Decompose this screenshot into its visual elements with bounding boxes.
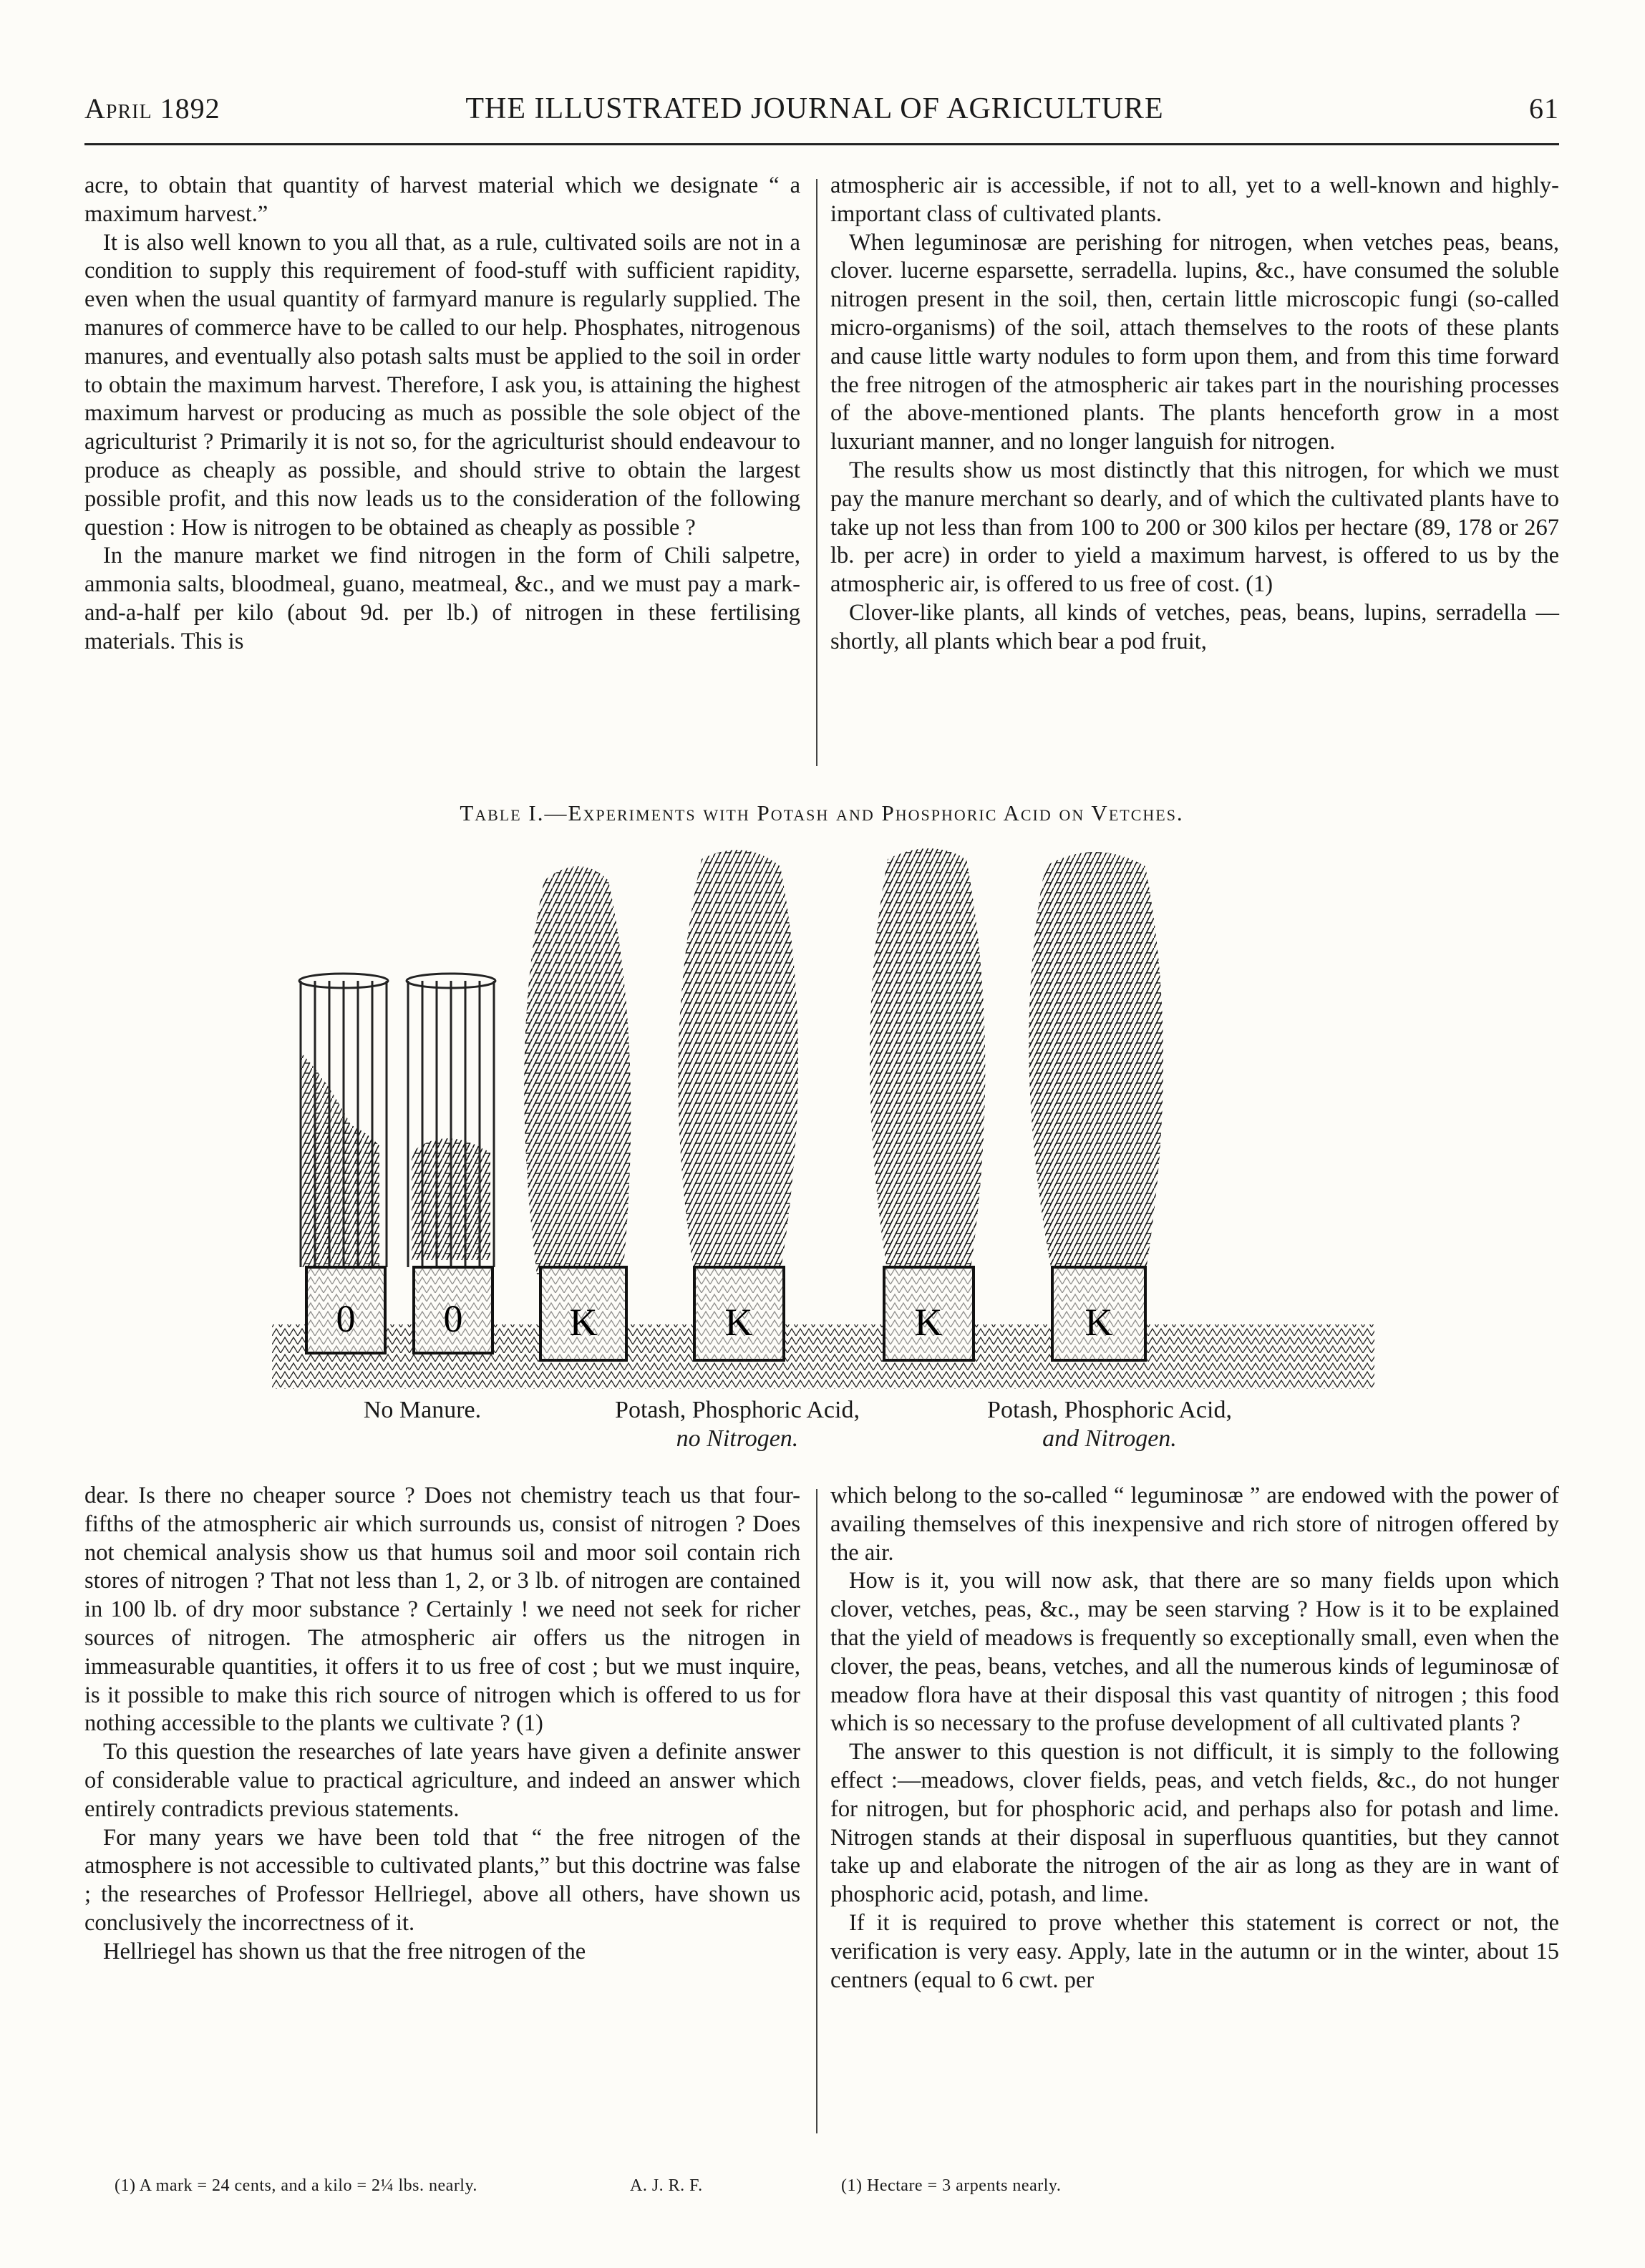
issue-date: April 1892	[84, 92, 220, 125]
pot-label: 0	[336, 1297, 356, 1340]
pot-with-nitrogen-1	[870, 848, 985, 1360]
running-header	[84, 92, 1559, 135]
pot-label: K	[724, 1301, 753, 1344]
paragraph: which belong to the so-called “ leguminosæ ” are endowed with the power of availing themselves of this inexpensive and rich store of nitrogen offered by the air.	[830, 1483, 1559, 1566]
figure-title: Table I.—Experiments with Potash and Phosphoric Acid on Vetches.	[460, 800, 1184, 825]
paragraph: For many years we have been told that “ the free nitrogen of the atmosphere is not accessible to cultivated plants,” but this doctrine was false ; the researches of Professor Hellriegel, above all others, have shown us conclusively the incorrectness of it.	[84, 1824, 800, 1936]
page-number: 61	[1529, 92, 1559, 125]
caption-no-nitrogen: Potash, Phosphoric Acid, no Nitrogen.	[615, 1397, 860, 1452]
paragraph: If it is required to prove whether this statement is correct or not, the verification is very easy. Apply, late in the autumn or in the winter, about 15 centners (equal to 6 cwt. per	[830, 1909, 1559, 1993]
paragraph: The results show us most distinctly that this nitrogen, for which we must pay the manure merchant so dearly, and of which the cultivated plants have to take up not less than from 100 to 200 or 300 kilos per hectare (89, 178 or 267 lb. per acre) in order to yield a maximum harvest, is offered to us by the atmospheric air, is offered to us free of cost. (1)	[830, 457, 1559, 598]
upper-left-column	[84, 172, 800, 656]
paragraph: Hellriegel has shown us that the free nitrogen of the	[103, 1938, 586, 1964]
lower-right-column	[830, 1482, 1559, 1995]
paragraph: Clover-like plants, all kinds of vetches, peas, beans, lupins, serradella — shortly, all plants which bear a pod fruit,	[830, 599, 1559, 654]
paragraph: The answer to this question is not difficult, it is simply to the following effect :—meadows, clover fields, peas, and vetch fields, &c., do not hunger for nitrogen, but for phosphoric acid, and perhaps also for potash and lime. Nitrogen stands at their disposal in superfluous quantities, but they cannot take up and elaborate the nitrogen of the air as long as they are in want of phosphoric acid, potash, and lime.	[830, 1739, 1559, 1908]
paragraph: atmospheric air is accessible, if not to all, yet to a well-known and highly-important class of cultivated plants.	[830, 173, 1559, 227]
header-rule	[84, 143, 1559, 145]
caption-with-nitrogen: Potash, Phosphoric Acid, and Nitrogen.	[987, 1397, 1232, 1452]
pot-potash-phosphoric-1	[524, 866, 631, 1360]
pot-label: K	[1084, 1301, 1113, 1344]
paragraph: When leguminosæ are perishing for nitrogen, when vetches peas, beans, clover. lucerne esparsette, serradella. lupins, &c., have consumed the soluble nitrogen present in the soil, then, certain little microscopic fungi (so-called micro-organisms) of the soil, attach themselves to the roots of these plants and cause little warty nodules to form upon them, and from this time forward the free nitrogen of the atmospheric air takes part in the nourishing processes of the above-mentioned plants. The plants henceforth grow in a most luxuriant manner, and no longer languish for nitrogen.	[830, 229, 1559, 455]
lower-left-column	[84, 1482, 800, 1967]
column-rule	[816, 1489, 817, 2133]
vetch-pots-illustration	[272, 838, 1374, 1389]
paragraph: In the manure market we find nitrogen in the form of Chili salpetre, ammonia salts, bloodmeal, guano, meatmeal, &c., and we must pay a mark-and-a-half per kilo (about 9d. per lb.) of nitrogen in these fertilising materials. This is	[84, 543, 800, 654]
pot-potash-phosphoric-2	[678, 850, 798, 1360]
pot-no-manure-2	[407, 974, 495, 1353]
caption-no-manure: No Manure.	[363, 1397, 482, 1423]
pot-no-manure-1	[299, 974, 388, 1353]
footnote-left: (1) A mark = 24 cents, and a kilo = 2¼ lbs. nearly.	[115, 2176, 477, 2195]
upper-right-column	[830, 172, 1559, 656]
paragraph: acre, to obtain that quantity of harvest material which we designate “ a maximum harvest.”	[84, 173, 800, 227]
pot-label: 0	[443, 1297, 463, 1340]
pot-label: K	[569, 1301, 598, 1344]
paragraph: It is also well known to you all that, as a rule, cultivated soils are not in a condition to supply this requirement of food-stuff with sufficient rapidity, even when the usual quantity of farmyard manure is regularly supplied. The manures of commerce have to be called to our help. Phosphates, nitrogenous manures, and eventually also potash salts must be applied to the soil in order to obtain the maximum harvest. Therefore, I ask you, is attaining the highest maximum harvest or producing as much as possible the sole object of the agriculturist ? Primarily it is not so, for the agriculturist should endeavour to produce as cheaply as possible, and should strive to obtain the largest possible profit, and this now leads us to the consideration of the following question : How is nitrogen to be obtained as cheaply as possible ?	[84, 229, 800, 541]
pot-label: K	[914, 1301, 943, 1344]
footnote-signature: A. J. R. F.	[630, 2176, 703, 2195]
pot-with-nitrogen-2	[1029, 852, 1163, 1360]
paragraph: To this question the researches of late years have given a definite answer of considerable value to practical agriculture, and indeed an answer which entirely contradicts previous statements.	[84, 1739, 800, 1822]
column-rule	[816, 179, 817, 766]
paragraph: dear. Is there no cheaper source ? Does not chemistry teach us that four-fifths of the atmospheric air which surrounds us, consist of nitrogen ? Does not chemical analysis show us that humus soil and moor soil contain rich stores of nitrogen ? That not less than 1, 2, or 3 lb. of nitrogen are contained in 100 lb. of dry moor substance ? Certainly ! we need not seek for richer sources of nitrogen. The atmospheric air offers us the nitrogen in immeasurable quantities, it offers it to us free of cost ; but we must inquire, is it possible to make this rich source of nitrogen which is offered to us for nothing accessible to the plants we cultivate ? (1)	[84, 1483, 800, 1737]
footnote-right: (1) Hectare = 3 arpents nearly.	[841, 2176, 1062, 2195]
journal-title: THE ILLUSTRATED JOURNAL OF AGRICULTURE	[465, 92, 1164, 125]
paragraph: How is it, you will now ask, that there are so many fields upon which clover, vetches, peas, &c., may be seen starving ? How is it to be explained that the yield of meadows is frequently so exceptionally small, even when the clover, the peas, beans, vetches, and all the numerous kinds of leguminosæ of meadow flora have at their disposal this vast quantity of nitrogen ; this food which is so necessary to the profuse development of all cultivated plants ?	[830, 1568, 1559, 1737]
